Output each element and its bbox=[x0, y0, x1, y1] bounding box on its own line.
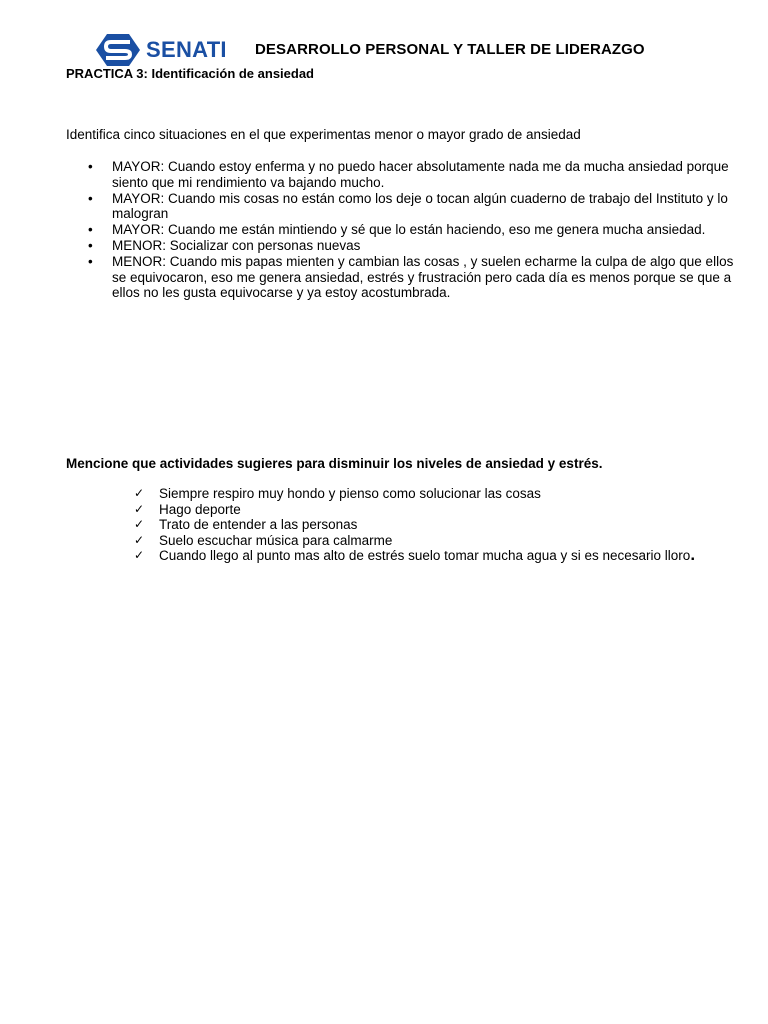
senati-s-logo-icon bbox=[95, 33, 141, 67]
bullet-icon: • bbox=[88, 237, 93, 253]
list-item bbox=[86, 254, 736, 301]
situations-list bbox=[86, 159, 736, 301]
list-item bbox=[86, 222, 736, 238]
list-item-text: MAYOR: Cuando estoy enferma y no puedo hacer absolutamente nada me da mucha ansiedad porque siento que mi rendimiento va bajando mucho. bbox=[112, 159, 729, 190]
practice-title: PRACTICA 3: Identificación de ansiedad bbox=[66, 66, 315, 81]
bullet-icon: • bbox=[88, 190, 93, 206]
list-item bbox=[134, 533, 754, 549]
checkmark-icon: ✓ bbox=[134, 548, 145, 562]
checkmark-icon: ✓ bbox=[134, 486, 145, 500]
list-item-text: Cuando llego al punto mas alto de estrés suelo tomar mucha agua y si es necesario lloro bbox=[159, 548, 691, 563]
list-item bbox=[134, 486, 754, 502]
header bbox=[95, 33, 227, 67]
list-item bbox=[86, 159, 736, 191]
checkmark-icon: ✓ bbox=[134, 501, 145, 516]
bullet-icon: • bbox=[88, 222, 93, 238]
logo-text: SENATI bbox=[146, 37, 227, 62]
course-title: DESARROLLO PERSONAL Y TALLER DE LIDERAZGO bbox=[255, 41, 645, 58]
list-item-text: Siempre respiro muy hondo y pienso como solucionar las cosas bbox=[159, 486, 541, 501]
checkmark-icon: ✓ bbox=[134, 517, 145, 531]
bullet-icon: • bbox=[88, 253, 93, 269]
list-item-text: MAYOR: Cuando me están mintiendo y sé que lo están haciendo, eso me genera mucha ansiedad. bbox=[112, 222, 706, 238]
bullet-icon: • bbox=[88, 159, 93, 174]
list-item-text: Trato de entender a las personas bbox=[159, 517, 358, 532]
list-item-text: MENOR: Socializar con personas nuevas bbox=[112, 237, 361, 253]
list-item-text: Hago deporte bbox=[159, 501, 241, 517]
list-item-period: . bbox=[690, 545, 696, 564]
section1-prompt: Identifica cinco situaciones en el que experimentas menor o mayor grado de ansiedad bbox=[66, 127, 581, 142]
activities-list bbox=[134, 486, 754, 564]
list-item bbox=[86, 238, 736, 254]
list-item bbox=[134, 502, 754, 518]
list-item bbox=[134, 545, 754, 564]
list-item-text: MAYOR: Cuando mis cosas no están como los deje o tocan algún cuaderno de trabajo del Instituto y lo malogran bbox=[112, 190, 728, 222]
list-item bbox=[134, 517, 754, 533]
checkmark-icon: ✓ bbox=[134, 532, 145, 547]
list-item-text: Suelo escuchar música para calmarme bbox=[159, 532, 393, 548]
section2-question: Mencione que actividades sugieres para disminuir los niveles de ansiedad y estrés. bbox=[66, 456, 603, 471]
list-item bbox=[86, 191, 736, 223]
list-item-text: MENOR: Cuando mis papas mienten y cambian las cosas , y suelen echarme la culpa de algo que ellos se equivocaron, eso me genera ansiedad, estrés y frustración pero cada día es menos porque se que a ellos no les gusta equivocarse y ya estoy acostumbrada. bbox=[112, 253, 734, 301]
senati-logo bbox=[95, 33, 227, 67]
